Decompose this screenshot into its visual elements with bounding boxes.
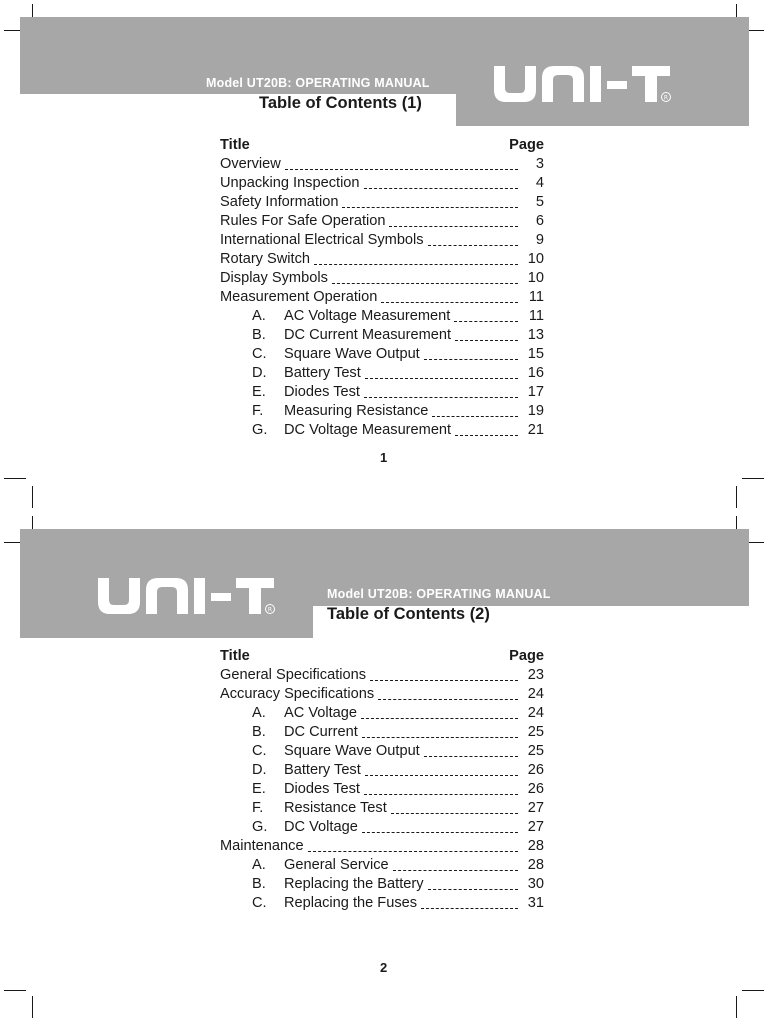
toc-entry-label: Safety Information [220,194,339,210]
crop-mark [32,996,33,1018]
toc-entry-letter: A. [252,857,266,873]
crop-mark [4,990,26,991]
toc-entry [220,269,544,288]
toc-entry-page: 24 [527,686,544,702]
toc-leader [365,377,518,379]
toc-leader [308,850,518,852]
toc-entry-label: Battery Test [284,365,361,381]
toc-leader [361,717,518,719]
toc-entry-letter: C. [252,895,267,911]
toc-leader [314,263,518,265]
toc-entry-label: Square Wave Output [284,346,420,362]
toc-entry-letter: D. [252,762,267,778]
toc-leader [428,888,518,890]
col-page: Page [509,648,544,664]
toc-entry-letter: B. [252,876,266,892]
model-label: Model UT20B: OPERATING MANUAL [206,76,430,90]
toc-entry-letter: E. [252,384,266,400]
toc-leader [378,698,518,700]
toc-entry-letter: A. [252,705,266,721]
toc-entry [220,894,544,913]
unit-logo [94,574,284,616]
col-title: Title [220,137,250,153]
toc-leader [364,793,518,795]
toc-entry [220,421,544,440]
toc-leader [342,206,518,208]
toc-entry-page: 6 [535,213,544,229]
toc-entry [220,761,544,780]
toc-leader [332,282,518,284]
toc-entry-page: 19 [527,403,544,419]
toc-entry-label: Rotary Switch [220,251,311,267]
toc-entry-label: DC Voltage Measurement [284,422,452,438]
crop-mark [736,996,737,1018]
toc-leader [424,755,518,757]
toc-header [220,647,544,666]
page-number: 1 [380,450,388,465]
toc-leader [362,736,518,738]
crop-mark [742,990,764,991]
toc-entry-page: 5 [535,194,544,210]
col-title: Title [220,648,250,664]
toc-list [220,136,544,440]
toc-entry [220,288,544,307]
toc-entry [220,345,544,364]
toc-entry-label: Diodes Test [284,781,360,797]
toc-entry-label: Measuring Resistance [284,403,429,419]
toc-entry-label: Maintenance [220,838,304,854]
toc-entry-page: 25 [527,743,544,759]
toc-entry-page: 4 [535,175,544,191]
toc-entry [220,704,544,723]
toc-entry-label: DC Voltage [284,819,358,835]
toc-leader [428,244,518,246]
crop-mark [32,486,33,508]
toc-entry [220,174,544,193]
toc-entry-page: 25 [527,724,544,740]
toc-leader [389,225,518,227]
toc-entry [220,383,544,402]
toc-entry [220,666,544,685]
toc-entry-page: 9 [535,232,544,248]
toc-leader [365,774,518,776]
toc-entry-page: 26 [527,781,544,797]
toc-entry-label: Measurement Operation [220,289,378,305]
toc-entry-letter: B. [252,724,266,740]
page-number: 2 [380,960,388,975]
toc-leader [364,396,518,398]
toc-entry [220,231,544,250]
toc-entry-page: 15 [527,346,544,362]
toc-entry-label: Display Symbols [220,270,328,286]
toc-title: Table of Contents (2) [327,605,490,623]
toc-list [220,647,544,913]
toc-entry-page: 16 [527,365,544,381]
toc-entry-label: Resistance Test [284,800,387,816]
toc-entry [220,212,544,231]
toc-entry [220,780,544,799]
toc-entry-letter: F. [252,800,264,816]
toc-leader [424,358,518,360]
toc-entry-label: Replacing the Fuses [284,895,418,911]
toc-entry-letter: C. [252,743,267,759]
toc-entry-letter: G. [252,819,268,835]
toc-entry-label: DC Current [284,724,358,740]
unit-logo [490,62,680,104]
toc-header [220,136,544,155]
toc-entry [220,155,544,174]
crop-mark [736,486,737,508]
toc-leader [370,679,518,681]
toc-entry-label: Battery Test [284,762,361,778]
toc-leader [455,434,518,436]
model-label: Model UT20B: OPERATING MANUAL [327,587,551,601]
toc-entry-page: 27 [527,800,544,816]
toc-entry-label: General Specifications [220,667,367,683]
toc-leader [364,187,518,189]
toc-entry [220,856,544,875]
toc-entry-letter: G. [252,422,268,438]
svg-text:R: R [267,606,273,614]
toc-entry-page: 24 [527,705,544,721]
toc-entry-label: AC Voltage Measurement [284,308,451,324]
toc-entry [220,250,544,269]
toc-entry-page: 10 [527,251,544,267]
toc-entry-label: General Service [284,857,389,873]
toc-entry-page: 10 [527,270,544,286]
toc-entry-label: Rules For Safe Operation [220,213,386,229]
toc-entry-label: Square Wave Output [284,743,420,759]
toc-entry-page: 13 [527,327,544,343]
toc-title: Table of Contents (1) [259,94,422,112]
toc-leader [455,339,518,341]
col-page: Page [509,137,544,153]
toc-entry-label: International Electrical Symbols [220,232,424,248]
toc-leader [362,831,518,833]
toc-entry-letter: A. [252,308,266,324]
toc-entry-label: AC Voltage [284,705,358,721]
toc-entry-label: Unpacking Inspection [220,175,360,191]
toc-entry-letter: B. [252,327,266,343]
toc-entry-label: Diodes Test [284,384,360,400]
toc-entry-label: Accuracy Specifications [220,686,375,702]
toc-entry-letter: D. [252,365,267,381]
toc-entry-letter: F. [252,403,264,419]
toc-entry [220,818,544,837]
toc-entry [220,742,544,761]
toc-leader [421,907,518,909]
toc-entry-page: 31 [527,895,544,911]
toc-leader [391,812,518,814]
crop-mark [4,478,26,479]
toc-entry-page: 26 [527,762,544,778]
toc-entry-page: 11 [528,289,544,305]
toc-entry [220,307,544,326]
toc-entry [220,685,544,704]
toc-leader [285,168,518,170]
toc-entry-page: 30 [527,876,544,892]
toc-entry [220,837,544,856]
toc-entry-label: Overview [220,156,281,172]
toc-entry [220,875,544,894]
toc-entry-page: 17 [527,384,544,400]
toc-leader [432,415,518,417]
toc-entry-page: 23 [527,667,544,683]
toc-entry-page: 3 [535,156,544,172]
toc-entry-letter: E. [252,781,266,797]
toc-entry-page: 11 [528,308,544,324]
toc-entry-page: 28 [527,838,544,854]
toc-entry [220,799,544,818]
toc-entry-page: 27 [527,819,544,835]
toc-entry-letter: C. [252,346,267,362]
toc-leader [454,320,518,322]
toc-entry [220,364,544,383]
toc-entry [220,723,544,742]
toc-leader [393,869,518,871]
svg-text:R: R [663,94,669,102]
toc-entry [220,326,544,345]
crop-mark [742,478,764,479]
toc-entry-page: 28 [527,857,544,873]
toc-entry [220,402,544,421]
toc-entry-label: DC Current Measurement [284,327,452,343]
toc-leader [381,301,518,303]
toc-entry [220,193,544,212]
toc-entry-page: 21 [527,422,544,438]
toc-entry-label: Replacing the Battery [284,876,424,892]
